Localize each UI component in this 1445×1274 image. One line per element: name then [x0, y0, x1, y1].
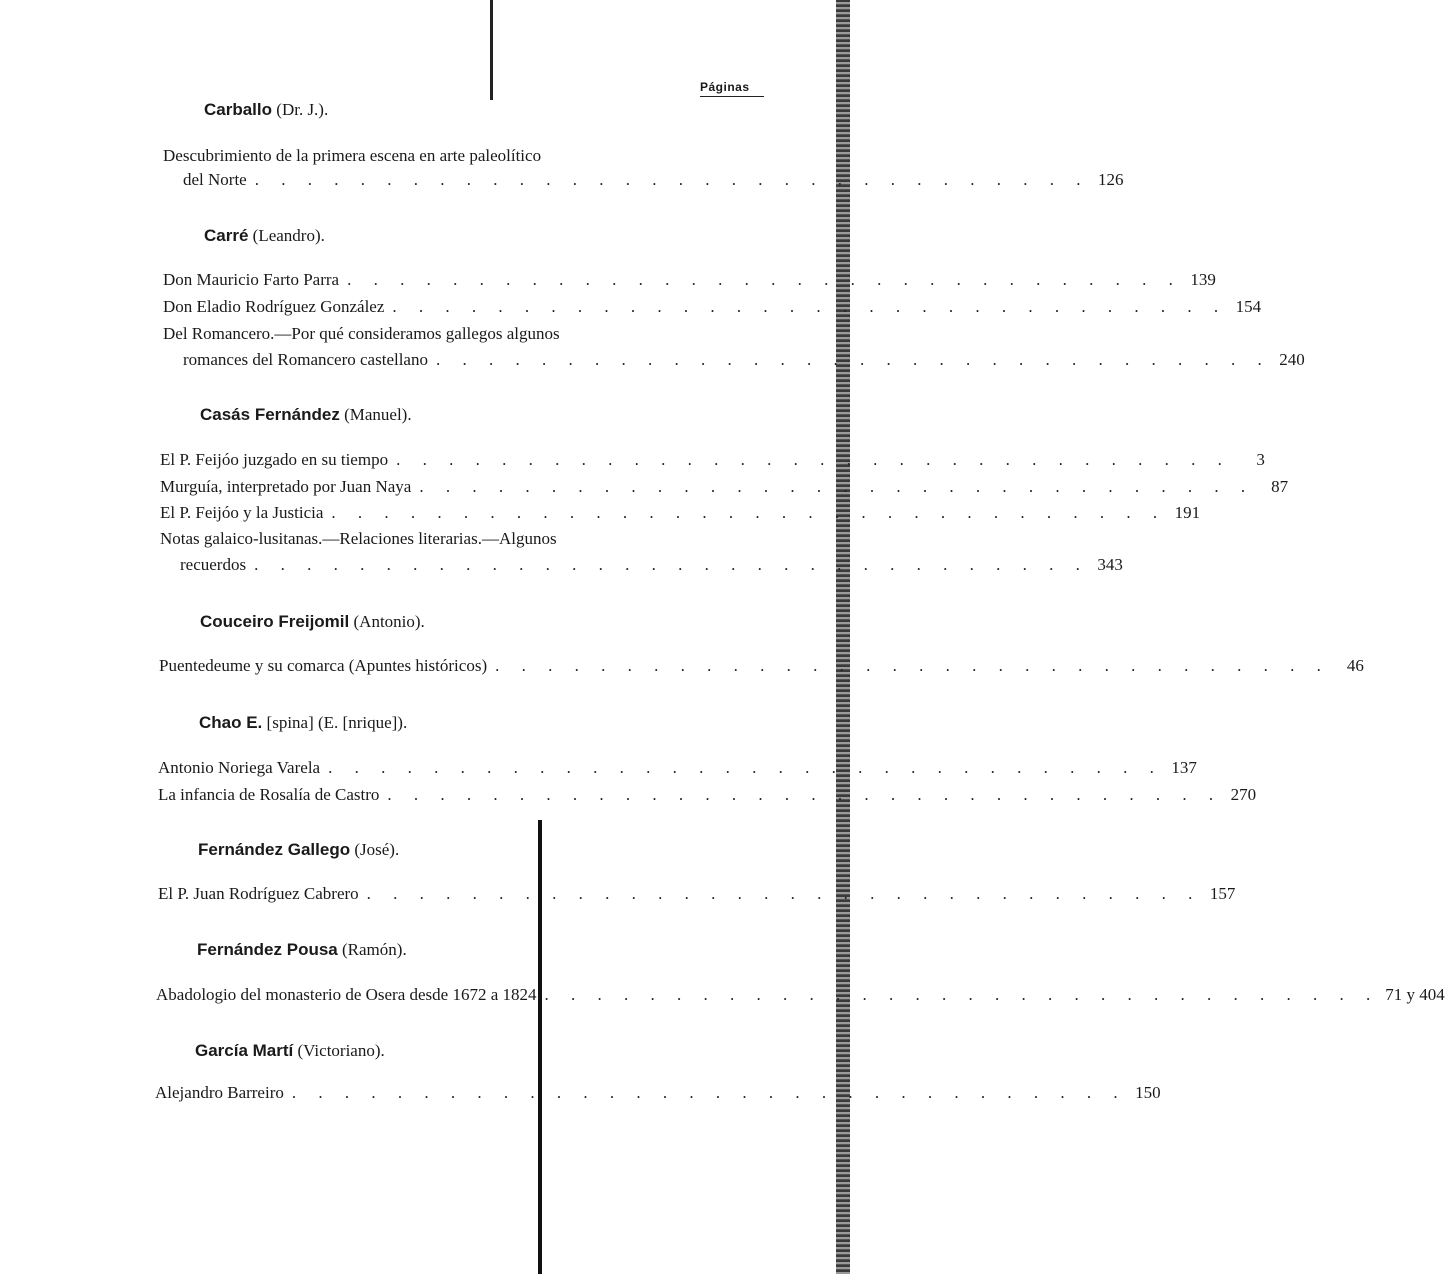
index-entry [163, 297, 1262, 317]
index-entry [159, 656, 1364, 676]
author-heading [200, 612, 425, 632]
entry-title: Don Mauricio Farto Parra [163, 270, 340, 289]
leader-dots: . . . . . . . . . . . . . . . . . . . . . . . . . . . . . . . . [387, 785, 1223, 804]
index-entry [183, 170, 1124, 190]
entry-page: 150 [1135, 1083, 1161, 1102]
author-surname: Couceiro Freijomil [200, 612, 350, 631]
entry-title: Don Eladio Rodríguez González [163, 297, 385, 316]
leader-dots: . . . . . . . . . . . . . . . . . . . . . . . . . . . . . . . . [392, 297, 1228, 316]
entry-page: 71 y 404 [1385, 985, 1445, 1004]
index-entry [156, 985, 1445, 1005]
author-heading [200, 405, 412, 425]
leader-dots: . . . . . . . . . . . . . . . . . . . . . . . . . . . . . . . . [396, 450, 1231, 469]
entry-page: 240 [1279, 350, 1305, 369]
entry-page: 137 [1171, 758, 1197, 777]
entry-page: 270 [1230, 785, 1257, 804]
entry-page: 343 [1097, 555, 1123, 574]
entry-title-line: Descubrimiento de la primera escena en arte paleolítico [163, 146, 542, 165]
author-surname: Fernández Pousa [197, 940, 338, 959]
author-surname: Chao E. [199, 713, 263, 732]
entry-title: recuerdos [180, 555, 247, 574]
leader-dots: . . . . . . . . . . . . . . . . . . . . . . . . . . . . . . . . [495, 656, 1330, 675]
leader-dots: . . . . . . . . . . . . . . . . . . . . . . . . . . . . . . . . [328, 758, 1163, 777]
entry-title: romances del Romancero castellano [183, 350, 428, 369]
pages-column-header: Páginas [700, 80, 764, 97]
leader-dots: . . . . . . . . . . . . . . . . . . . . . . . . . . . . . . . . [544, 985, 1380, 1004]
entry-title: La infancia de Rosalía de Castro [158, 785, 380, 804]
entry-page: 139 [1190, 270, 1216, 289]
author-forename: (Ramón). [342, 940, 407, 959]
index-entry [180, 555, 1123, 575]
index-entry [158, 758, 1197, 778]
leader-dots: . . . . . . . . . . . . . . . . . . . . . . . . . . . . . . . . [331, 503, 1167, 522]
author-heading [197, 940, 407, 960]
leader-dots: . . . . . . . . . . . . . . . . . . . . . . . . . . . . . . . . [254, 555, 1089, 574]
author-heading [204, 100, 328, 120]
entry-page: 191 [1174, 503, 1201, 522]
author-forename: (Dr. J.). [276, 100, 329, 119]
author-surname: García Martí [195, 1041, 294, 1060]
author-heading [199, 713, 407, 733]
index-entry [155, 1083, 1161, 1103]
author-forename: (Leandro). [252, 226, 325, 245]
index-entry [158, 785, 1257, 805]
entry-page: 154 [1235, 297, 1262, 316]
index-entry [163, 270, 1216, 290]
leader-dots: . . . . . . . . . . . . . . . . . . . . . . . . . . . . . . . . [435, 350, 1271, 369]
entry-title-line: Del Romancero.—Por qué consideramos gallegos algunos [163, 324, 560, 343]
entry-page: 46 [1346, 656, 1364, 675]
entry-title: Abadologio del monasterio de Osera desde 1672 a 1824 [156, 985, 537, 1004]
leader-dots: . . . . . . . . . . . . . . . . . . . . . . . . . . . . . . . . [291, 1083, 1127, 1102]
fold-line-top [490, 0, 493, 100]
entry-title: Antonio Noriega Varela [158, 758, 321, 777]
entry-title-line: Notas galaico-lusitanas.—Relaciones literarias.—Algunos [160, 529, 557, 548]
index-entry [160, 450, 1265, 470]
author-surname: Fernández Gallego [198, 840, 351, 859]
author-heading [204, 226, 325, 246]
index-entry [183, 350, 1305, 370]
leader-dots: . . . . . . . . . . . . . . . . . . . . . . . . . . . . . . . . [347, 270, 1182, 289]
entry-title: El P. Feijóo y la Justicia [160, 503, 324, 522]
entry-page: 87 [1271, 477, 1289, 496]
index-entry [158, 884, 1236, 904]
leader-dots: . . . . . . . . . . . . . . . . . . . . . . . . . . . . . . . . [419, 477, 1255, 496]
entry-title: del Norte [183, 170, 247, 189]
author-forename: [spina] (E. [nrique]). [266, 713, 408, 732]
index-entry [160, 477, 1289, 497]
author-forename: (Antonio). [353, 612, 425, 631]
entry-page: 126 [1097, 170, 1124, 189]
entry-title: Puentedeume y su comarca (Apuntes históricos) [159, 656, 488, 675]
entry-title: Murguía, interpretado por Juan Naya [160, 477, 412, 496]
entry-page: 3 [1256, 450, 1265, 469]
entry-title: Alejandro Barreiro [155, 1083, 284, 1102]
entry-page: 157 [1209, 884, 1236, 903]
author-forename: (Victoriano). [297, 1041, 385, 1060]
index-entry [160, 503, 1201, 523]
author-heading [195, 1041, 385, 1061]
leader-dots: . . . . . . . . . . . . . . . . . . . . . . . . . . . . . . . . [366, 884, 1202, 903]
author-surname: Carballo [204, 100, 273, 119]
author-forename: (José). [354, 840, 400, 859]
entry-title: El P. Juan Rodríguez Cabrero [158, 884, 359, 903]
author-heading [198, 840, 399, 860]
leader-dots: . . . . . . . . . . . . . . . . . . . . . . . . . . . . . . . . [254, 170, 1090, 189]
author-surname: Casás Fernández [200, 405, 340, 424]
author-forename: (Manuel). [344, 405, 412, 424]
author-surname: Carré [204, 226, 249, 245]
entry-title: El P. Feijóo juzgado en su tiempo [160, 450, 389, 469]
